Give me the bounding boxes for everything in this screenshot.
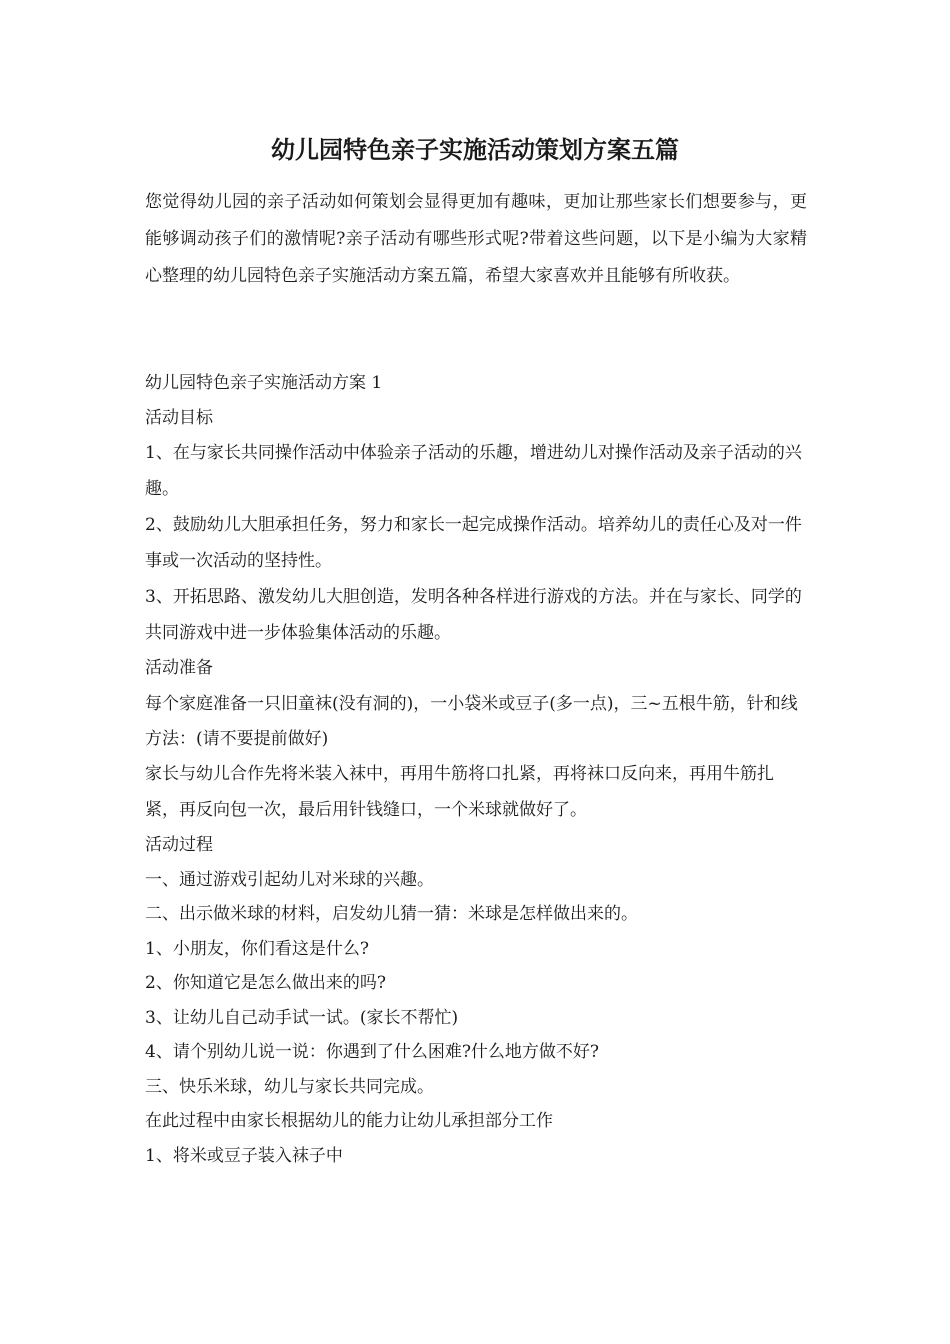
process-heading: 活动过程 <box>145 835 213 855</box>
process-line: 3、让幼儿自己动手试一试。(家长不帮忙) <box>145 1007 459 1028</box>
goal-heading: 活动目标 <box>145 407 213 428</box>
document-title: 幼儿园特色亲子实施活动策划方案五篇 <box>271 135 679 164</box>
process-line: 三、快乐米球，幼儿与家长共同完成。 <box>145 1076 434 1097</box>
process-line: 二、出示做米球的材料，启发幼儿猜一猜：米球是怎样做出来的。 <box>145 904 638 924</box>
process-line: 4、请个别幼儿说一说：你遇到了什么困难?什么地方做不好? <box>145 1042 600 1062</box>
process-line: 一、通过游戏引起幼儿对米球的兴趣。 <box>145 869 434 890</box>
intro-paragraph: 您觉得幼儿园的亲子活动如何策划会显得更加有趣味，更加让那些家长们想要参与，更能够调动孩子们的激情呢?亲子活动有哪些形式呢?带着这些问题，以下是小编为大家精心整理的幼儿园特色亲子实施活动方案五篇，希望大家喜欢并且能够有所收获。 <box>145 192 807 286</box>
prep-heading: 活动准备 <box>145 658 213 678</box>
section-title: 幼儿园特色亲子实施活动方案 1 <box>145 373 383 393</box>
process-line: 1、小朋友，你们看这是什么? <box>145 938 369 959</box>
process-line: 2、你知道它是怎么做出来的吗? <box>145 973 386 993</box>
goal-item: 1、在与家长共同操作活动中体验亲子活动的乐趣，增进幼儿对操作活动及亲子活动的兴趣。 <box>145 443 802 499</box>
process-line: 1、将米或豆子装入袜子中 <box>145 1145 343 1166</box>
method-heading: 方法：(请不要提前做好) <box>145 728 329 749</box>
goal-item: 3、开拓思路、激发幼儿大胆创造，发明各种各样进行游戏的方法。并在与家长、同学的共同游戏中进一步体验集体活动的乐趣。 <box>145 587 802 643</box>
document-body <box>145 366 807 1173</box>
prep-text: 每个家庭准备一只旧童袜(没有洞的)，一小袋米或豆子(多一点)，三~五根牛筋，针和线 <box>145 693 798 714</box>
method-text: 家长与幼儿合作先将米装入袜中，再用牛筋将口扎紧，再将袜口反向来，再用牛筋扎紧，再反向包一次，最后用针钱缝口，一个米球就做好了。 <box>145 764 774 820</box>
process-line: 在此过程中由家长根据幼儿的能力让幼儿承担部分工作 <box>145 1111 553 1131</box>
goal-item: 2、鼓励幼儿大胆承担任务，努力和家长一起完成操作活动。培养幼儿的责任心及对一件事或一次活动的坚持性。 <box>145 515 802 571</box>
